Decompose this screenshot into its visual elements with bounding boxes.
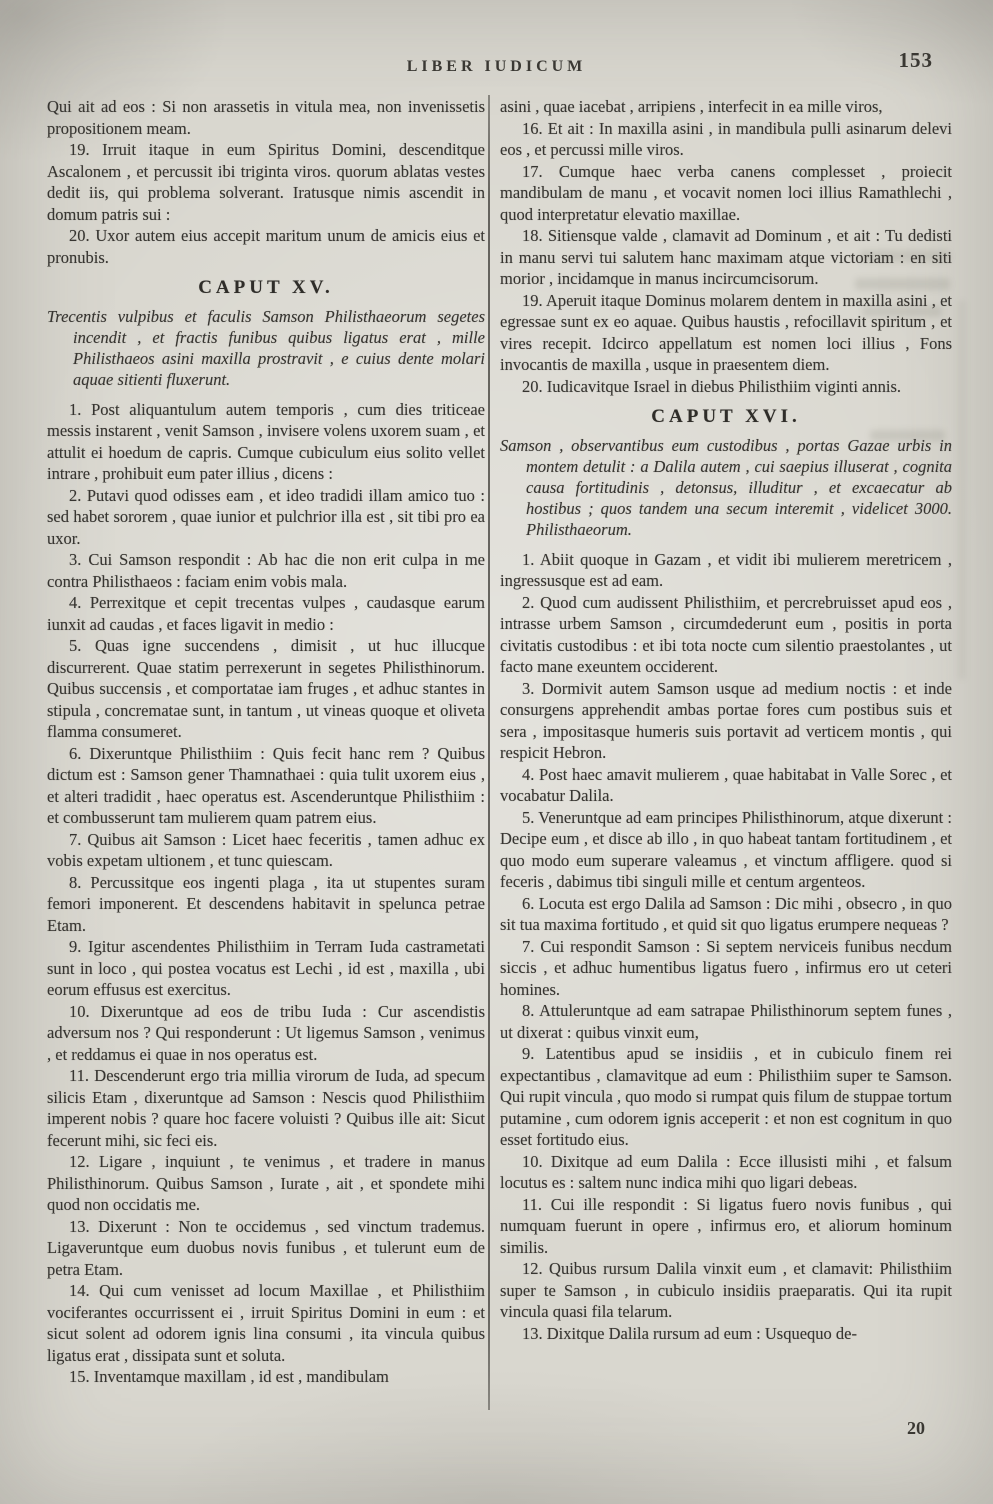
verse-paragraph: 5. Veneruntque ad eam principes Philisthinorum, atque dixerunt : Decipe eum , et disce ab illo , in quo habeat tantam fortitudinem , et quo modo eum superare valeamus , et vinctum affligere. quod si feceris , dabimus tibi singuli mille et centum argenteos. [500,807,952,891]
verse-paragraph: 8. Percussitque eos ingenti plaga , ita ut stupentes suram femori imponerent. Et descendens habitavit in spelunca petrae Etam. [47,872,485,935]
verse-paragraph: 1. Abiit quoque in Gazam , et vidit ibi mulierem meretricem , ingressusque est ad eam. [500,549,952,590]
verse-paragraph: 9. Igitur ascendentes Philisthiim in Terram Iuda castrametati sunt in loco , qui postea vocatus est Lechi , id est , maxilla , ubi eorum effusus est exercitus. [47,937,485,999]
verse-paragraph: 6. Locuta est ergo Dalila ad Samson : Dic mihi , obsecro , in quo sit tua maxima fortitudo , et quid sit quo ligatus erumpere nequeas ? [500,893,952,934]
column-divider [488,95,490,1410]
verse-paragraph: Qui ait ad eos : Si non arassetis in vitula mea, non invenissetis propositionem meam. [47,97,485,138]
verse-paragraph: 10. Dixitque ad eum Dalila : Ecce illusisti mihi , et falsum locutus es : saltem nunc indica mihi quo ligari debeas. [500,1151,952,1192]
verse-paragraph: 7. Quibus ait Samson : Licet haec feceritis , tamen adhuc ex vobis expetam ultionem , et tunc quiescam. [47,829,485,870]
verse-paragraph: 8. Attuleruntque ad eam satrapae Philisthinorum septem funes , ut dixerat : quibus vinxit eum, [500,1001,952,1042]
chapter-summary: Trecentis vulpibus et faculis Samson Philisthaeorum segetes incendit , et fractis funibus quibus ligatus erat , mille Philisthaeos asini maxilla prostravit , e cuius dente molari aquae sitienti fluxerunt. [47,306,485,389]
verse-paragraph: 11. Cui ille respondit : Si ligatus fuero novis funibus , qui numquam fuerunt in opere , infirmus ero, et aliorum hominum similis. [500,1194,952,1257]
verse-paragraph: 3. Dormivit autem Samson usque ad medium noctis : et inde consurgens apprehendit ambas portae fores cum postibus suis et sera , impositasque humeris suis portavit ad verticem montis , qui respicit Hebron. [500,678,952,762]
page-number: 153 [898,48,933,72]
verse-paragraph: 19. Irruit itaque in eum Spiritus Domini, descenditque Ascalonem , et percussit ibi triginta viros. quorum ablatas vestes dedit iis, qui problema solverant. Iratusque nimis ascendit in domum patris sui : [47,140,485,224]
verse-paragraph: 20. Uxor autem eius accepit maritum unum de amicis eius et pronubis. [47,226,485,267]
verse-paragraph: 13. Dixitque Dalila rursum ad eum : Usquequo de- [522,1323,857,1343]
verse-paragraph: 18. Sitiensque valde , clamavit ad Dominum , et ait : Tu dedisti in manu servi tui salutem hanc maximam atque victoriam : en siti morior , incidamque in manus incircumcisorum. [500,226,952,288]
verse-paragraph: 2. Putavi quod odisses eam , et ideo tradidi illam amico tuo : sed habet sororem , quae iunior et pulchrior illa est , sit tibi pro ea uxor. [47,485,485,548]
verse-paragraph: 16. Et ait : In maxilla asini , in mandibula pulli asinarum delevi eos , et percussi mille viros. [500,118,952,159]
verse-paragraph: 2. Quod cum audissent Philisthiim, et percrebruisset apud eos , intrasse urbem Samson , circumdederunt eum , positis in porta civitatis custodibus : et ibi tota nocte cum silentio praestolantes , ut facto mane exeuntem occiderent. [500,592,952,676]
signature-mark: 20 [907,1418,925,1438]
verse-paragraph: 12. Quibus rursum Dalila vinxit eum , et clamavit: Philisthiim super te Samson , in cubiculo insidiis praeparatis. Qui ita rupit vincula quasi fila telarum. [500,1259,952,1321]
verse-paragraph: 4. Perrexitque et cepit trecentas vulpes , caudasque earum iunxit ad caudas , et faces ligavit in medio : [47,593,485,634]
chapter-heading-xv: CAPUT XV. [198,277,334,298]
verse-paragraph: asini , quae iacebat , arripiens , interfecit in ea mille viros, [500,97,883,116]
verse-paragraph: 20. Iudicavitque Israel in diebus Philisthiim viginti annis. [522,376,902,396]
verse-paragraph: 12. Ligare , inquiunt , te venimus , et tradere in manus Philisthinorum. Quibus Samson , Iurate , ait , et spondete mihi quod non occidatis me. [47,1152,485,1214]
verse-paragraph: 13. Dixerunt : Non te occidemus , sed vinctum trademus. Ligaveruntque eum duobus novis funibus , et tulerunt eum de petra Etam. [47,1216,485,1279]
verse-paragraph: 9. Latentibus apud se insidiis , et in cubiculo finem rei expectantibus , clamavitque ad eum : Philisthiim super te Samson. Qui rupit vincula , quo modo si rumpat quis filum de stuppae tortum putamine , cum odorem ignis acceperit : et non est cognitum in quo esset fortitudo eius. [500,1044,952,1149]
bleedthrough-smudge [958,300,966,680]
verse-paragraph: 15. Inventamque maxillam , id est , mandibulam [69,1367,389,1386]
verse-paragraph: 11. Descenderunt ergo tria millia virorum de Iuda, ad specum silicis Etam , dixeruntque ad Samson : Nescis quod Philisthiim imperent nobis ? quare hoc facere voluisti ? Quibus ille ait: Sicut fecerunt mihi, sic feci eis. [47,1066,485,1150]
page-title: LIBER IUDICUM [406,58,587,75]
verse-paragraph: 4. Post haec amavit mulierem , quae habitabat in Valle Sorec , et vocabatur Dalila. [500,764,952,805]
verse-paragraph: 19. Aperuit itaque Dominus molarem dentem in maxilla asini , et egressae sunt ex eo aquae. Quibus haustis , refocillavit spiritum , et vires recepit. Idcirco appellatum est nomen loci illius , Fons invocantis de maxilla , usque in praesentem diem. [500,290,952,374]
verse-paragraph: 10. Dixeruntque ad eos de tribu Iuda : Cur ascendistis adversum nos ? Qui responderunt : Ut ligemus Samson , venimus , et reddamus ei quae in nos operatus est. [47,1001,485,1064]
verse-paragraph: 6. Dixeruntque Philisthiim : Quis fecit hanc rem ? Quibus dictum est : Samson gener Thamnathaei : quia tulit uxorem eius , et alteri tradidit , haec operatus est. Ascenderuntque Philisthiim : et combusserunt tam mulierem quam patrem eius. [47,743,485,827]
right-column [500,96,952,1344]
chapter-summary: Samson , observantibus eum custodibus , portas Gazae urbis in montem detulit : a Dalila autem , cui saepius illuserat , cognita causa fortitudinis , detonsus, illuditur , et excaecatur ab hostibus ; quos tandem una secum interemit , videlicet 3000. Philisthaeorum. [500,435,952,539]
verse-paragraph: 14. Qui cum venisset ad locum Maxillae , et Philisthiim vociferantes occurrissent ei , irruit Spiritus Domini in eum : et sicut solent ad odorem ignis lina consumi , ita vincula quibus ligatus erat , dissipata sunt et soluta. [47,1281,485,1365]
chapter-heading-xvi: CAPUT XVI. [651,406,801,427]
verse-paragraph: 7. Cui respondit Samson : Si septem nerviceis funibus necdum siccis , et adhuc humentibus ligatus fuero , infirmus ero ut ceteri homines. [500,936,952,999]
verse-paragraph: 1. Post aliquantulum autem temporis , cum dies triticeae messis instarent , venit Samson , invisere volens uxorem suam , et attulit ei hoedum de capris. Cumque cubiculum eius solito vellet intrare , prohibuit eum pater illius , dicens : [47,399,485,483]
left-column [47,96,485,1388]
running-header [0,58,993,76]
verse-paragraph: 3. Cui Samson respondit : Ab hac die non erit culpa in me contra Philisthaeos : faciam enim vobis mala. [47,550,485,591]
verse-paragraph: 5. Quas igne succendens , dimisit , ut huc illucque discurrerent. Quae statim perrexerunt in segetes Philisthinorum. Quibus succensis , et comportatae iam fruges , et adhuc stantes in stipula , concrematae sunt, in tantum , ut vineas quoque et oliveta flamma consumeret. [47,636,485,741]
verse-paragraph: 17. Cumque haec verba canens complesset , proiecit mandibulam de manu , et vocavit nomen loci illius Ramathlechi , quod interpretatur elevatio maxillae. [500,161,952,224]
